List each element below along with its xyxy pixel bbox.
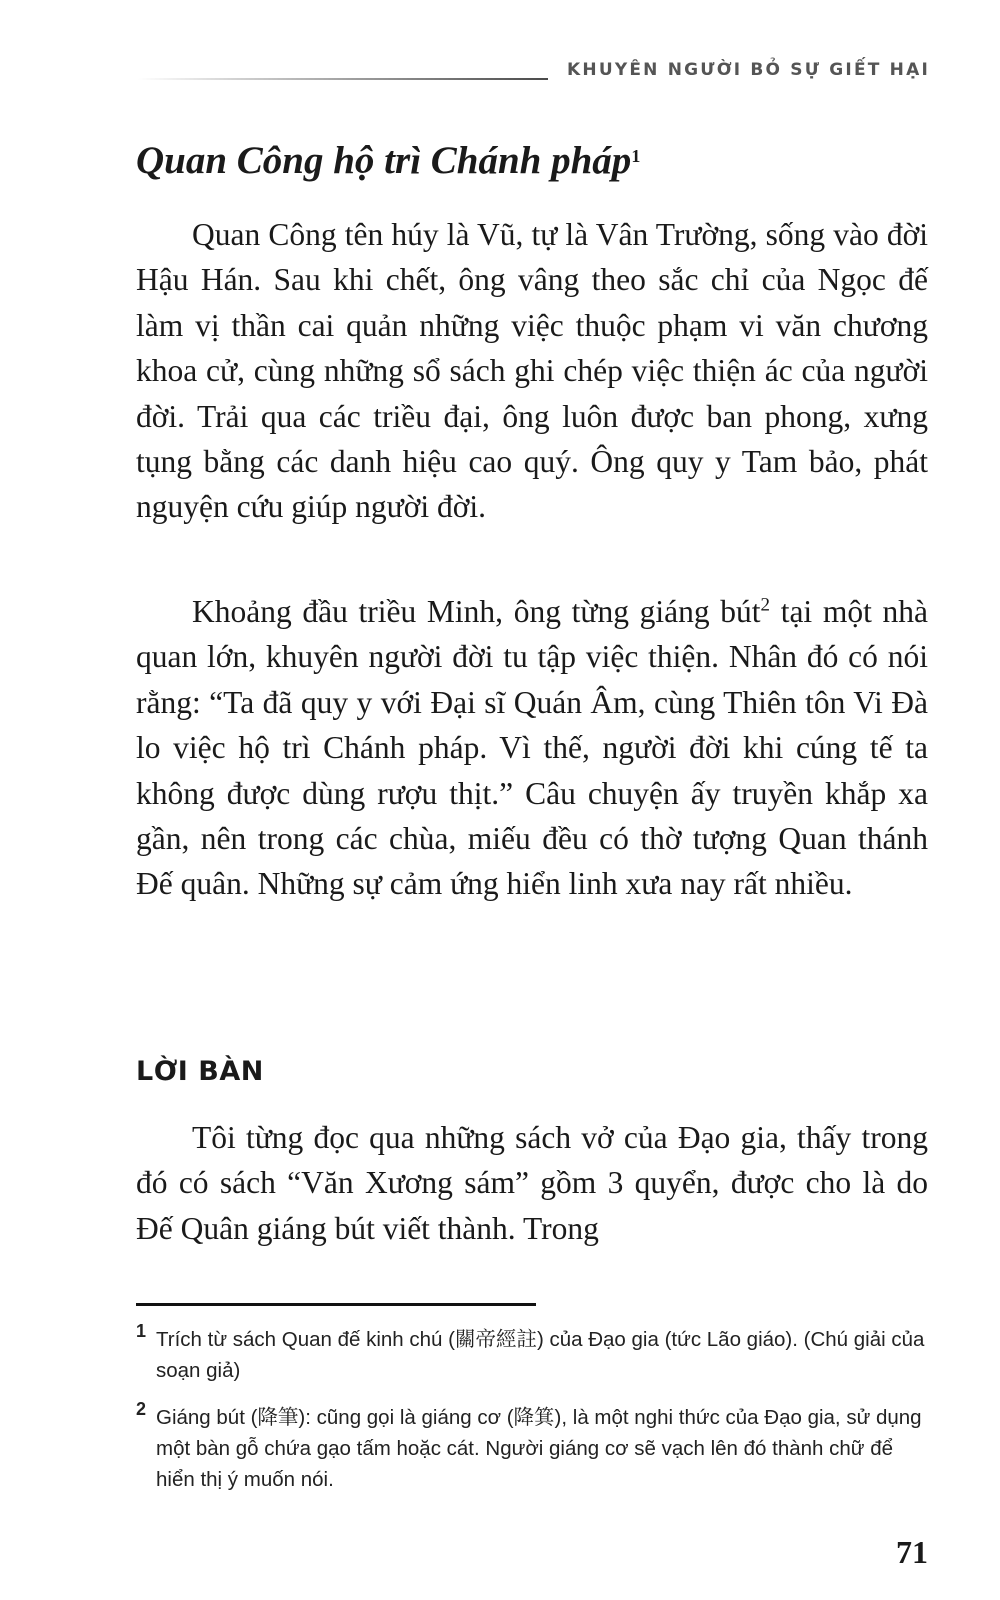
running-header: KHUYÊN NGƯỜI BỎ SỰ GIẾT HẠI — [567, 60, 930, 80]
paragraph-2-text-end: tại một nhà quan lớn, khuyên người đời tu tập việc thiện. Nhân đó có nói rằng: “Ta đã quy y với Đại sĩ Quán Âm, cùng Thiên tôn Vi Đà lo việc hộ trì Chánh pháp. Vì thế, người đời khi cúng tế ta không được dùng rượu thịt.” Câu chuyện ấy truyền khắp xa gần, nên trong các chùa, miếu đều có thờ tượng Quan thánh Đế quân. Những sự cảm ứng hiển linh xưa nay rất nhiều. — [136, 594, 928, 902]
section-heading: LỜI BÀN — [136, 1056, 264, 1087]
footnote-rule — [136, 1303, 536, 1306]
footnote-number: 2 — [136, 1399, 147, 1419]
header-rule — [138, 78, 548, 80]
footnote-2 — [136, 1399, 936, 1495]
body-paragraph-1: Quan Công tên húy là Vũ, tự là Vân Trường, sống vào đời Hậu Hán. Sau khi chết, ông vâng theo sắc chỉ của Ngọc đế làm vị thần cai quản những việc thuộc phạm vi văn chương khoa cử, cùng những sổ sách ghi chép việc thiện ác của người đời. Trải qua các triều đại, ông luôn được ban phong, xưng tụng bằng các danh hiệu cao quý. Ông quy y Tam bảo, phát nguyện cứu giúp người đời. — [136, 217, 928, 525]
footnote-number: 1 — [136, 1321, 147, 1341]
title-text: Quan Công hộ trì Chánh pháp — [136, 139, 632, 182]
page-number: 71 — [896, 1534, 928, 1570]
footnote-ref-2: 2 — [760, 594, 771, 616]
footnote-1 — [136, 1321, 936, 1386]
body-paragraph-2 — [136, 589, 928, 907]
paragraph-2-text-start: Khoảng đầu triều Minh, ông từng giáng bút — [192, 594, 761, 629]
chapter-title — [136, 138, 640, 183]
title-footnote-ref: 1 — [631, 146, 641, 166]
footnote-text: Giáng bút (降筆): cũng gọi là giáng cơ (降箕), là một nghi thức của Đạo gia, sử dụng một bàn gỗ chứa gạo tấm hoặc cát. Người giáng cơ sẽ vạch lên đó thành chữ để hiển thị ý muốn nói. — [156, 1406, 922, 1491]
footnote-text: Trích từ sách Quan đế kinh chú (關帝經註) của Đạo gia (tức Lão giáo). (Chú giải của soạn giả) — [156, 1328, 925, 1382]
body-paragraph-3: Tôi từng đọc qua những sách vở của Đạo gia, thấy trong đó có sách “Văn Xương sám” gồm 3 quyển, được cho là do Đế Quân giáng bút viết thành. Trong — [136, 1120, 928, 1246]
